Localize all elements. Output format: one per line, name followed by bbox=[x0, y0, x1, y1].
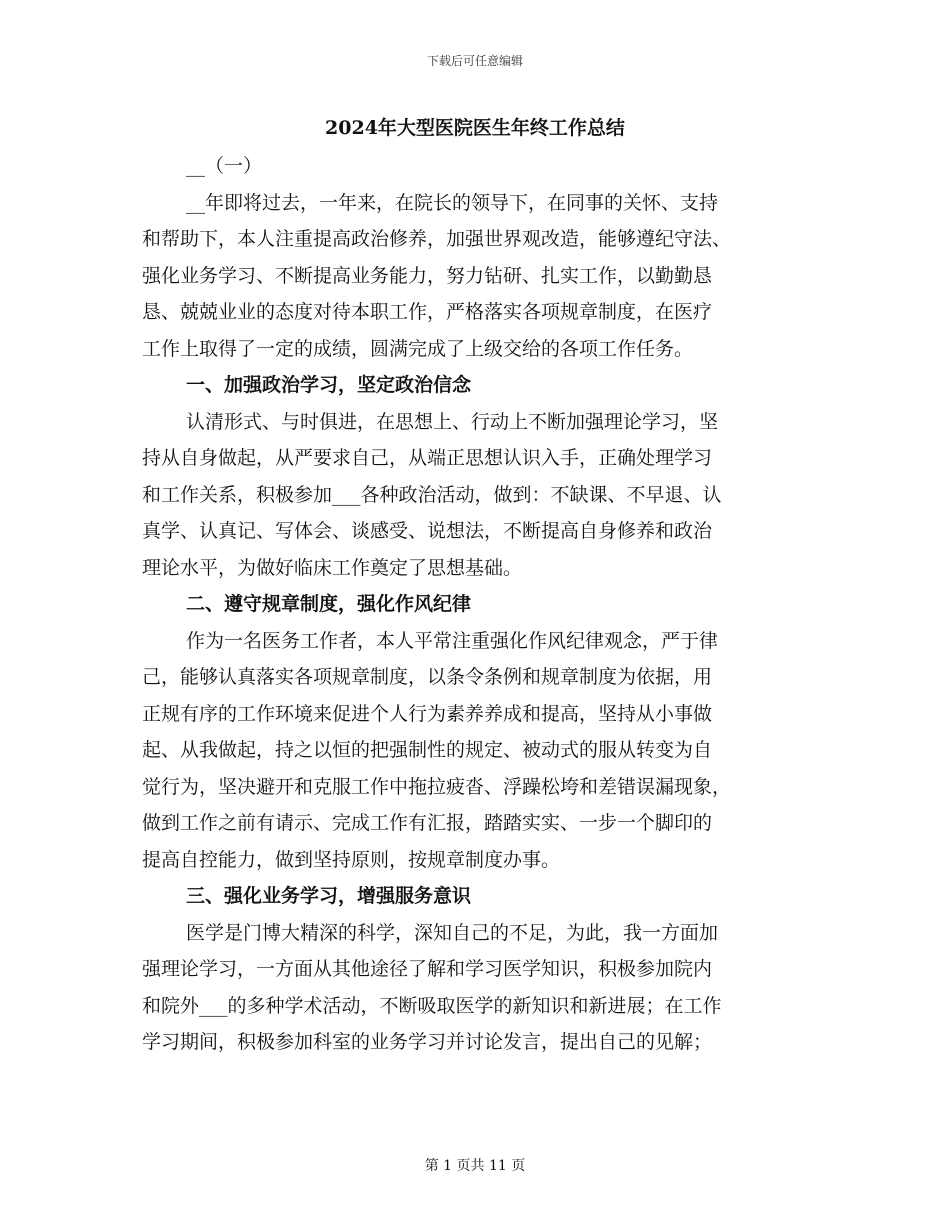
paragraph-line: 提高自控能力，做到坚持原则，按规章制度办事。 bbox=[142, 848, 561, 871]
paragraph-line: 和帮助下，本人注重提高政治修养，加强世界观改造，能够遵纪守法、 bbox=[142, 228, 732, 250]
paragraph-line: 真学、认真记、写体会、谈感受、说想法，不断提高自身修养和政治 bbox=[142, 520, 713, 542]
paragraph-line: 学习期间，积极参加科室的业务学习并讨论发言，提出自己的见解； bbox=[142, 1031, 713, 1053]
paragraph-line: 做到工作之前有请示、完成工作有汇报，踏踏实实、一步一个脚印的 bbox=[142, 812, 713, 834]
document-body bbox=[142, 148, 808, 1061]
paragraph-line: 己，能够认真落实各项规章制度，以条令条例和规章制度为依据，用 bbox=[142, 666, 713, 688]
paragraph-line: 和工作关系，积极参加___各种政治活动，做到：不缺课、不早退、认 bbox=[142, 483, 722, 506]
paragraph-line: 强理论学习，一方面从其他途径了解和学习医学知识，积极参加院内 bbox=[142, 958, 713, 980]
page-header-note: 下载后可任意编辑 bbox=[426, 54, 523, 68]
paragraph-line: 强化业务学习、不断提高业务能力，努力钻研、扎实工作，以勤勤恳 bbox=[142, 264, 713, 287]
paragraph-line: 起、从我做起，持之以恒的把强制性的规定、被动式的服从转变为自 bbox=[142, 739, 713, 761]
paragraph-line: 觉行为，坚决避开和克服工作中拖拉疲沓、浮躁松垮和差错误漏现象， bbox=[142, 775, 732, 798]
document-title: 2024年大型医院医生年终工作总结 bbox=[325, 117, 625, 139]
section-heading: 一、加强政治学习，坚定政治信念 bbox=[186, 374, 472, 396]
section-heading: 三、强化业务学习，增强服务意识 bbox=[186, 885, 472, 907]
paragraph-line: __年即将过去，一年来，在院长的领导下，在同事的关怀、支持 bbox=[186, 191, 719, 214]
paragraph-line: 恳、兢兢业业的态度对待本职工作，严格落实各项规章制度，在医疗 bbox=[142, 301, 713, 323]
paragraph-line: 正规有序的工作环境来促进个人行为素养养成和提高，坚持从小事做 bbox=[142, 702, 713, 725]
paragraph-line: 和院外___的多种学术活动，不断吸取医学的新知识和新进展；在工作 bbox=[142, 994, 722, 1017]
paragraph-line: 理论水平，为做好临床工作奠定了思想基础。 bbox=[142, 556, 523, 579]
paragraph-line: 持从自身做起，从严要求自己，从端正思想认识入手，正确处理学习 bbox=[142, 447, 713, 469]
paragraph-line: __（一） bbox=[186, 155, 263, 177]
page-number-footer: 第 1 页共 11 页 bbox=[424, 1158, 526, 1174]
paragraph-line: 医学是门博大精深的科学，深知自己的不足，为此，我一方面加 bbox=[186, 921, 719, 944]
paragraph-line: 工作上取得了一定的成绩，圆满完成了上级交给的各项工作任务。 bbox=[142, 337, 694, 360]
section-heading: 二、遵守规章制度，强化作风纪律 bbox=[186, 593, 472, 615]
paragraph-line: 认清形式、与时俱进，在思想上、行动上不断加强理论学习，坚 bbox=[186, 410, 719, 433]
paragraph-line: 作为一名医务工作者，本人平常注重强化作风纪律观念，严于律 bbox=[186, 629, 719, 652]
